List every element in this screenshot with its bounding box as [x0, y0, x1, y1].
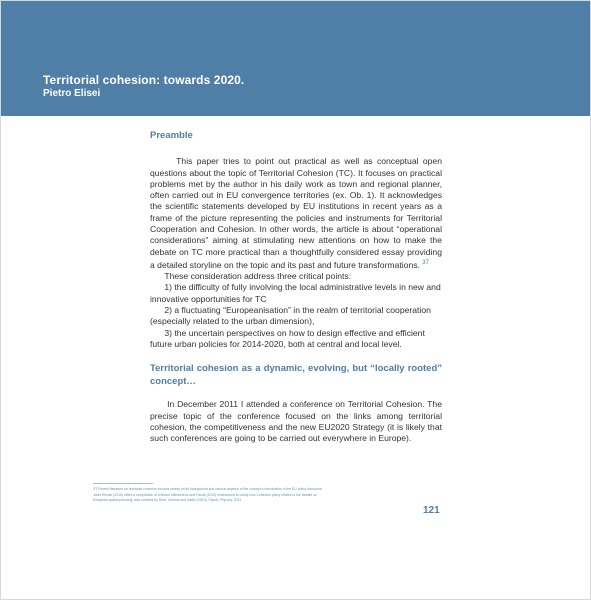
critical-point-1: [150, 282, 442, 305]
section-paragraph-text: In December 2011 I attended a conference on Territorial Cohesion. The precise topic of the conference focused on the links among territorial cohesion, the competitiveness and the new EU2020 Strategy (it is likely that such conferences are going to be carried out everywhere in Europe).: [150, 399, 442, 444]
preamble-heading: Preamble: [150, 130, 193, 141]
chapter-header: [1, 1, 590, 116]
critical-point-1-text: 1) the difficulty of fully involving the local administrative levels in new and innovative opportunities for TC: [150, 282, 441, 304]
chapter-title: Territorial cohesion: towards 2020.: [43, 73, 245, 87]
chapter-author: Pietro Elisei: [43, 88, 101, 99]
critical-points-intro-text: These consideration address three critical points:: [164, 271, 352, 282]
preamble-paragraph-text: This paper tries to point out practical as well as conceptual open questions about the topic of Territorial Cohesion (TC). It focuses on practical problems met by the author in his daily work as town and regional planner, often carried out in EU convergence territories (ex. Ob. 1). It acknowledges the scientific statements developed by EU institutions in recent years as a frame of the picture representing the policies and instruments for Territorial Cooperation and Cohesion. In other words, the article is about “operational considerations” aiming at stimulating new attentions on how to make the debate on TC more practical than a thoughtfully considered essay providing a detailed storyline on the topic and its past and future transformations.: [150, 156, 442, 270]
footnote-text: Recent literature on territorial cohesion focuses mainly on its background and various aspects of the concept's introduction in the EU policy discourse. Janin Rivolin (2010) offers a compilation of relevant official texts and Faludi (2010) endeavours to clarify how Cohesion policy relates to the debate on European spatial planning; also covered by Dühr, Colomb and Nadin (2010), Faludi, Peyrony, 2011.: [93, 487, 323, 503]
critical-points-intro: [150, 271, 442, 282]
footnote-number: 37: [93, 486, 98, 491]
section-paragraph: [150, 399, 442, 444]
footnote-reference: 37: [422, 259, 429, 266]
page-number: 121: [423, 505, 440, 516]
section-heading: Territorial cohesion as a dynamic, evolving, but “locally rooted” concept…: [150, 363, 442, 387]
critical-point-2-text: 2) a fluctuating “Europeanisation” in the realm of territorial cooperation (especially related to the urban dimension),: [150, 305, 431, 327]
critical-point-2: [150, 305, 442, 328]
body-text: [150, 130, 442, 444]
critical-point-3-text: 3) the uncertain perspectives on how to design effective and efficient future urban policies for 2014-2020, both at central and local level.: [150, 327, 425, 349]
footnote: [93, 486, 325, 504]
preamble-paragraph: [150, 156, 442, 271]
footnote-divider: [93, 483, 153, 484]
critical-point-3: [150, 328, 442, 351]
